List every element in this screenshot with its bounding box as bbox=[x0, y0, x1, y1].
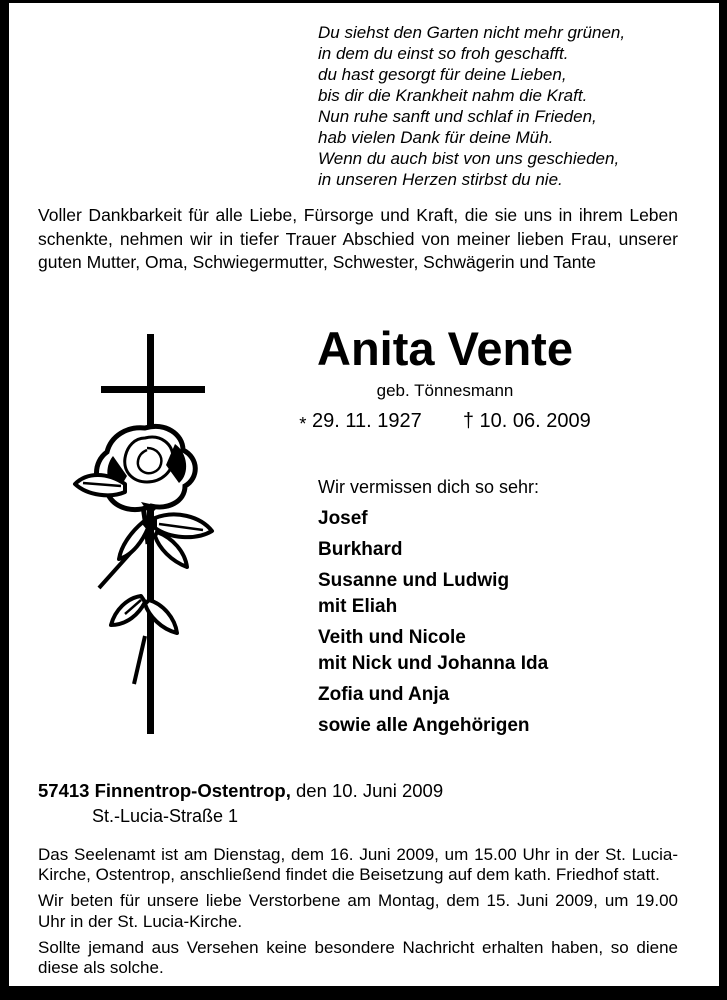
place-date-line bbox=[38, 780, 443, 802]
poem-line: Wenn du auch bist von uns geschieden, bbox=[318, 149, 620, 168]
mourner-name: sowie alle Angehörigen bbox=[318, 715, 530, 736]
birth-date: 29. 11. 1927 bbox=[311, 410, 422, 432]
notice-paragraph: Das Seelenamt ist am Dienstag, dem 16. Juni 2009, um 15.00 Uhr in der St. Lucia-Kirche, Ostentrop, anschließend findet die Beisetzung auf dem kath. Friedhof statt. bbox=[38, 845, 678, 885]
deceased-name-block bbox=[278, 324, 612, 433]
poem-line: Du siehst den Garten nicht mehr grünen, bbox=[318, 23, 626, 42]
intro-paragraph: Voller Dankbarkeit für alle Liebe, Fürsorge und Kraft, die sie uns in ihrem Leben schenkte, nehmen wir in tiefer Trauer Abschied von meiner lieben Frau, unserer guten Mutter, Oma, Schwiegermutter, Schwester, Schwägerin und Tante bbox=[38, 205, 678, 272]
memorial-poem bbox=[318, 22, 625, 190]
poem-line: in unseren Herzen stirbst du nie. bbox=[318, 170, 563, 189]
mourners-heading: Wir vermissen dich so sehr: bbox=[318, 477, 540, 497]
deceased-name: Anita Vente bbox=[317, 322, 573, 375]
mourner-name: Josef bbox=[318, 508, 368, 529]
mourner-name: Zofia und Anja bbox=[318, 684, 450, 705]
dateline bbox=[38, 780, 443, 827]
poem-line: hab vielen Dank für deine Müh. bbox=[318, 128, 554, 147]
death-date: 10. 06. 2009 bbox=[479, 410, 591, 432]
mourner-name: Susanne und Ludwig bbox=[318, 570, 510, 591]
poem-line: in dem du einst so froh geschafft. bbox=[318, 44, 569, 63]
place: 57413 Finnentrop-Ostentrop, bbox=[38, 780, 291, 801]
death-cross-icon: † bbox=[462, 410, 474, 432]
poem-line: Nun ruhe sanft und schlaf in Frieden, bbox=[318, 107, 597, 126]
poem-line: bis dir die Krankheit nahm die Kraft. bbox=[318, 86, 588, 105]
service-notices bbox=[38, 845, 678, 984]
street-address: St.-Lucia-Straße 1 bbox=[92, 806, 239, 826]
poem-line: du hast gesorgt für deine Lieben, bbox=[318, 65, 567, 84]
birth-star-icon: * bbox=[299, 412, 307, 434]
maiden-name: geb. Tönnesmann bbox=[376, 381, 514, 400]
notice-paragraph: Sollte jemand aus Versehen keine besondere Nachricht erhalten haben, so diene diese als solche. bbox=[38, 937, 678, 978]
mourners-list bbox=[318, 476, 548, 738]
mourner-subline: mit Nick und Johanna Ida bbox=[318, 653, 549, 674]
mourner-subline: mit Eliah bbox=[318, 596, 398, 617]
cross-with-rose-icon bbox=[55, 326, 275, 738]
date: den 10. Juni 2009 bbox=[290, 780, 444, 801]
notice-paragraph: Wir beten für unsere liebe Verstorbene am Montag, dem 15. Juni 2009, um 19.00 Uhr in der St. Lucia-Kirche. bbox=[38, 891, 678, 931]
mourner-name: Burkhard bbox=[318, 539, 403, 560]
life-dates bbox=[278, 410, 612, 433]
mourner-name: Veith und Nicole bbox=[318, 627, 466, 648]
